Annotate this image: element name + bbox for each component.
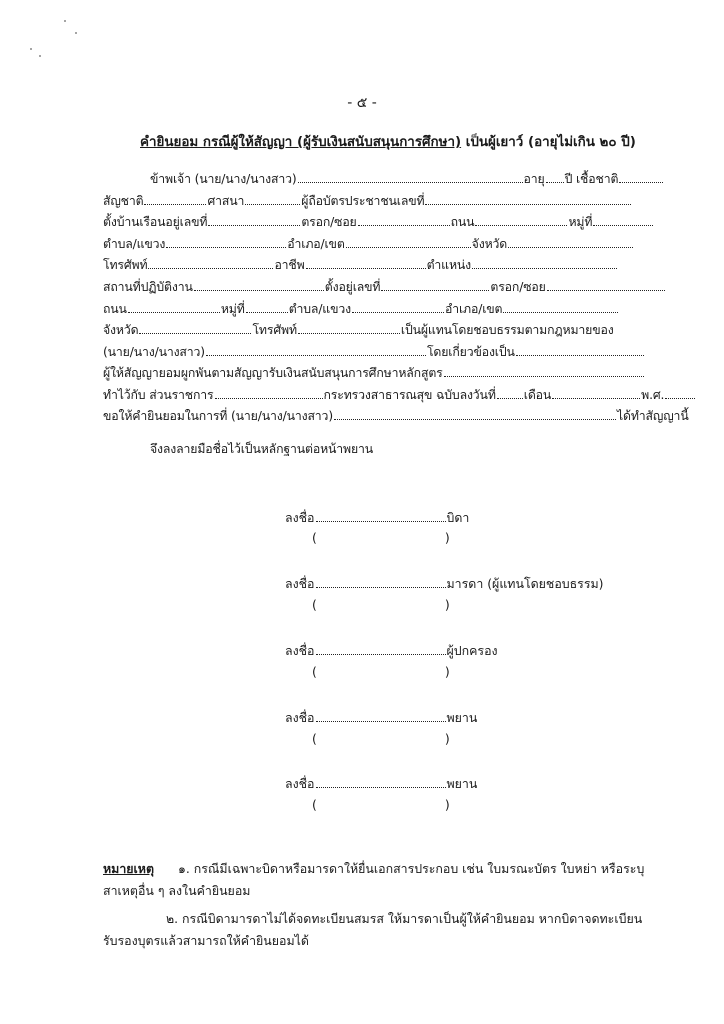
notes-label: หมายเหตุ: [103, 861, 155, 876]
work-province-field[interactable]: [139, 322, 251, 334]
label-work-subdistrict: ตําบล/แขวง: [288, 302, 351, 316]
program-field[interactable]: [444, 365, 644, 377]
label-work-phone: โทรศัพท์: [252, 323, 297, 337]
page-title: [140, 131, 636, 152]
ethnicity-field[interactable]: [619, 171, 663, 183]
name-field[interactable]: [298, 171, 523, 183]
label-alley: ตรอก/ซอย: [301, 215, 357, 229]
paren-close: ): [444, 664, 450, 679]
paren-close: ): [444, 597, 450, 612]
work-district-field[interactable]: [503, 301, 618, 313]
name-paren-line: [312, 731, 450, 746]
work-moo-field[interactable]: [246, 301, 288, 313]
form-line-9: [103, 343, 645, 362]
position-field[interactable]: [472, 257, 617, 269]
label-month: เดือน: [523, 388, 552, 402]
label-age: อายุ: [523, 172, 545, 186]
label-id-card: ผู้ถือบัตรประชาชนเลขที่: [301, 194, 425, 208]
scan-speck: [75, 32, 77, 34]
label-phone: โทรศัพท์: [103, 258, 148, 272]
label-work-address-no: ตั้งอยู่เลขที่: [324, 280, 381, 294]
signature-field[interactable]: [316, 710, 446, 722]
signature-line: [285, 709, 477, 728]
road-field[interactable]: [475, 214, 567, 226]
note-1-line-2: สาเหตุอื่น ๆ ลงในคํายินยอม: [103, 883, 251, 898]
label-consent-for: ขอให้คํายินยอมในการที่ (นาย/นาง/นางสาว): [103, 409, 333, 423]
label-workplace: สถานที่ปฏิบัติงาน: [103, 280, 193, 294]
day-field[interactable]: [497, 387, 523, 399]
relationship-field[interactable]: [516, 344, 644, 356]
paren-open: (: [312, 664, 317, 679]
note-2-line-1: ๒. กรณีบิดามารดาไม่ได้จดทะเบียนสมรส ให้มารดาเป็นผู้ให้คํายินยอม หากบิดาจดทะเบียน: [166, 911, 643, 926]
form-line-7: [103, 300, 619, 319]
form-line-1: [150, 170, 664, 189]
sign-prefix: ลงชื่อ: [285, 510, 315, 525]
paren-open: (: [312, 797, 317, 812]
sign-prefix: ลงชื่อ: [285, 776, 315, 791]
label-date: กระทรวงสาธารณสุข ฉบับลงวันที่: [323, 388, 496, 402]
moo-field[interactable]: [593, 214, 653, 226]
workplace-field[interactable]: [194, 279, 324, 291]
religion-field[interactable]: [245, 193, 300, 205]
sign-prefix: ลงชื่อ: [285, 643, 315, 658]
work-address-no-field[interactable]: [381, 279, 489, 291]
name-paren-line: [312, 797, 450, 812]
title-underlined: คํายินยอม กรณีผู้ให้สัญญา (ผู้รับเงินสนับสนุนการศึกษา): [140, 135, 462, 150]
form-line-2: [103, 192, 632, 211]
minor-name-field[interactable]: [206, 344, 426, 356]
signer-role: พยาน: [446, 710, 478, 725]
label-moo: หมู่ที่: [568, 215, 593, 229]
label-work-road: ถนน: [103, 302, 127, 316]
signature-line: [285, 642, 498, 661]
label-legal-representative: เป็นผู้แทนโดยชอบธรรมตามกฎหมายของ: [400, 323, 614, 337]
label-work-province: จังหวัด: [103, 323, 139, 337]
signer-role: ผู้ปกครอง: [446, 643, 498, 658]
signer-role: พยาน: [446, 776, 478, 791]
label-district: อําเภอ/เขต: [287, 237, 345, 251]
note-1-line-1: [103, 860, 644, 879]
scan-speck: [64, 20, 66, 22]
name-paren-line: [312, 597, 450, 612]
note-1-text: ๑. กรณีมีเฉพาะบิดาหรือมารดาให้ยื่นเอกสารประกอบ เช่น ใบมรณะบัตร ใบหย่า หรือระบุ: [178, 861, 645, 876]
sign-prefix: ลงชื่อ: [285, 576, 315, 591]
label-work-moo: หมู่ที่: [220, 302, 245, 316]
form-line-10: [103, 364, 645, 383]
consent-name-field[interactable]: [334, 408, 616, 420]
nationality-field[interactable]: [144, 193, 206, 205]
signer-role: มารดา (ผู้แทนโดยชอบธรรม): [446, 576, 604, 591]
label-road: ถนน: [450, 215, 475, 229]
signature-field[interactable]: [316, 510, 446, 522]
page-number: - ๕ -: [347, 95, 377, 111]
name-paren-line: [312, 664, 450, 679]
sign-prefix: ลงชื่อ: [285, 710, 315, 725]
label-minor-name: (นาย/นาง/นางสาว): [103, 345, 205, 359]
paren-close: ): [444, 797, 450, 812]
label-ethnicity: ปี เชื้อชาติ: [564, 172, 619, 186]
label-province: จังหวัด: [471, 237, 508, 251]
label-work-district: อําเภอ/เขต: [444, 302, 503, 316]
month-field[interactable]: [552, 387, 640, 399]
label-agency: ทําไว้กับ ส่วนราชการ: [103, 388, 214, 402]
paren-open: (: [312, 530, 317, 545]
label-house-no: ตั้งบ้านเรือนอยู่เลขที่: [103, 215, 208, 229]
signature-field[interactable]: [316, 576, 446, 588]
label-religion: ศาสนา: [207, 194, 245, 208]
subdistrict-field[interactable]: [166, 236, 286, 248]
work-alley-field[interactable]: [547, 279, 665, 291]
title-rest: เป็นผู้เยาว์ (อายุไม่เกิน ๒๐ ปี): [461, 135, 636, 150]
paren-close: ): [444, 530, 450, 545]
year-field[interactable]: [665, 387, 695, 399]
label-occupation: อาชีพ: [274, 258, 305, 272]
agency-field[interactable]: [215, 387, 323, 399]
signature-line: [285, 575, 604, 594]
signature-line: [285, 775, 477, 794]
paren-close: ): [444, 731, 450, 746]
work-road-field[interactable]: [128, 301, 220, 313]
age-field[interactable]: [546, 171, 564, 183]
province-field[interactable]: [508, 236, 633, 248]
occupation-field[interactable]: [306, 257, 426, 269]
name-paren-line: [312, 530, 450, 545]
label-year: พ.ศ.: [641, 388, 665, 402]
house-no-field[interactable]: [208, 214, 300, 226]
signature-field[interactable]: [316, 643, 446, 655]
form-line-6: [103, 278, 666, 297]
witness-statement: จึงลงลายมือชื่อไว้เป็นหลักฐานต่อหน้าพยาน: [150, 442, 374, 456]
form-line-12: [103, 407, 689, 426]
paren-open: (: [312, 731, 317, 746]
work-subdistrict-field[interactable]: [352, 301, 444, 313]
scan-speck: [30, 48, 32, 50]
paren-open: (: [312, 597, 317, 612]
district-field[interactable]: [346, 236, 471, 248]
label-made-contract: ได้ทําสัญญานี้: [616, 409, 689, 423]
id-card-field[interactable]: [425, 193, 631, 205]
form-line-5: [103, 256, 618, 275]
label-program: ผู้ให้สัญญายอมผูกพันตามสัญญารับเงินสนับสนุนการศึกษาหลักสูตร: [103, 366, 443, 380]
phone-field[interactable]: [148, 257, 273, 269]
label-nationality: สัญชาติ: [103, 194, 144, 208]
signature-field[interactable]: [316, 776, 446, 788]
label-position: ตําแหน่ง: [426, 258, 472, 272]
label-name: ข้าพเจ้า (นาย/นาง/นางสาว): [150, 172, 297, 186]
work-phone-field[interactable]: [298, 322, 400, 334]
signature-line: [285, 509, 469, 528]
form-line-4: [103, 235, 634, 254]
alley-field[interactable]: [358, 214, 450, 226]
form-line-3: [103, 213, 654, 232]
label-work-alley: ตรอก/ซอย: [490, 280, 546, 294]
scan-speck: [39, 55, 41, 57]
label-subdistrict: ตําบล/แขวง: [103, 237, 166, 251]
form-line-11: [103, 386, 696, 405]
form-line-8: [103, 321, 614, 340]
note-2-line-2: รับรองบุตรแล้วสามารถให้คํายินยอมได้: [103, 933, 309, 948]
label-relationship: โดยเกี่ยวข้องเป็น: [426, 345, 515, 359]
signer-role: บิดา: [446, 510, 470, 525]
